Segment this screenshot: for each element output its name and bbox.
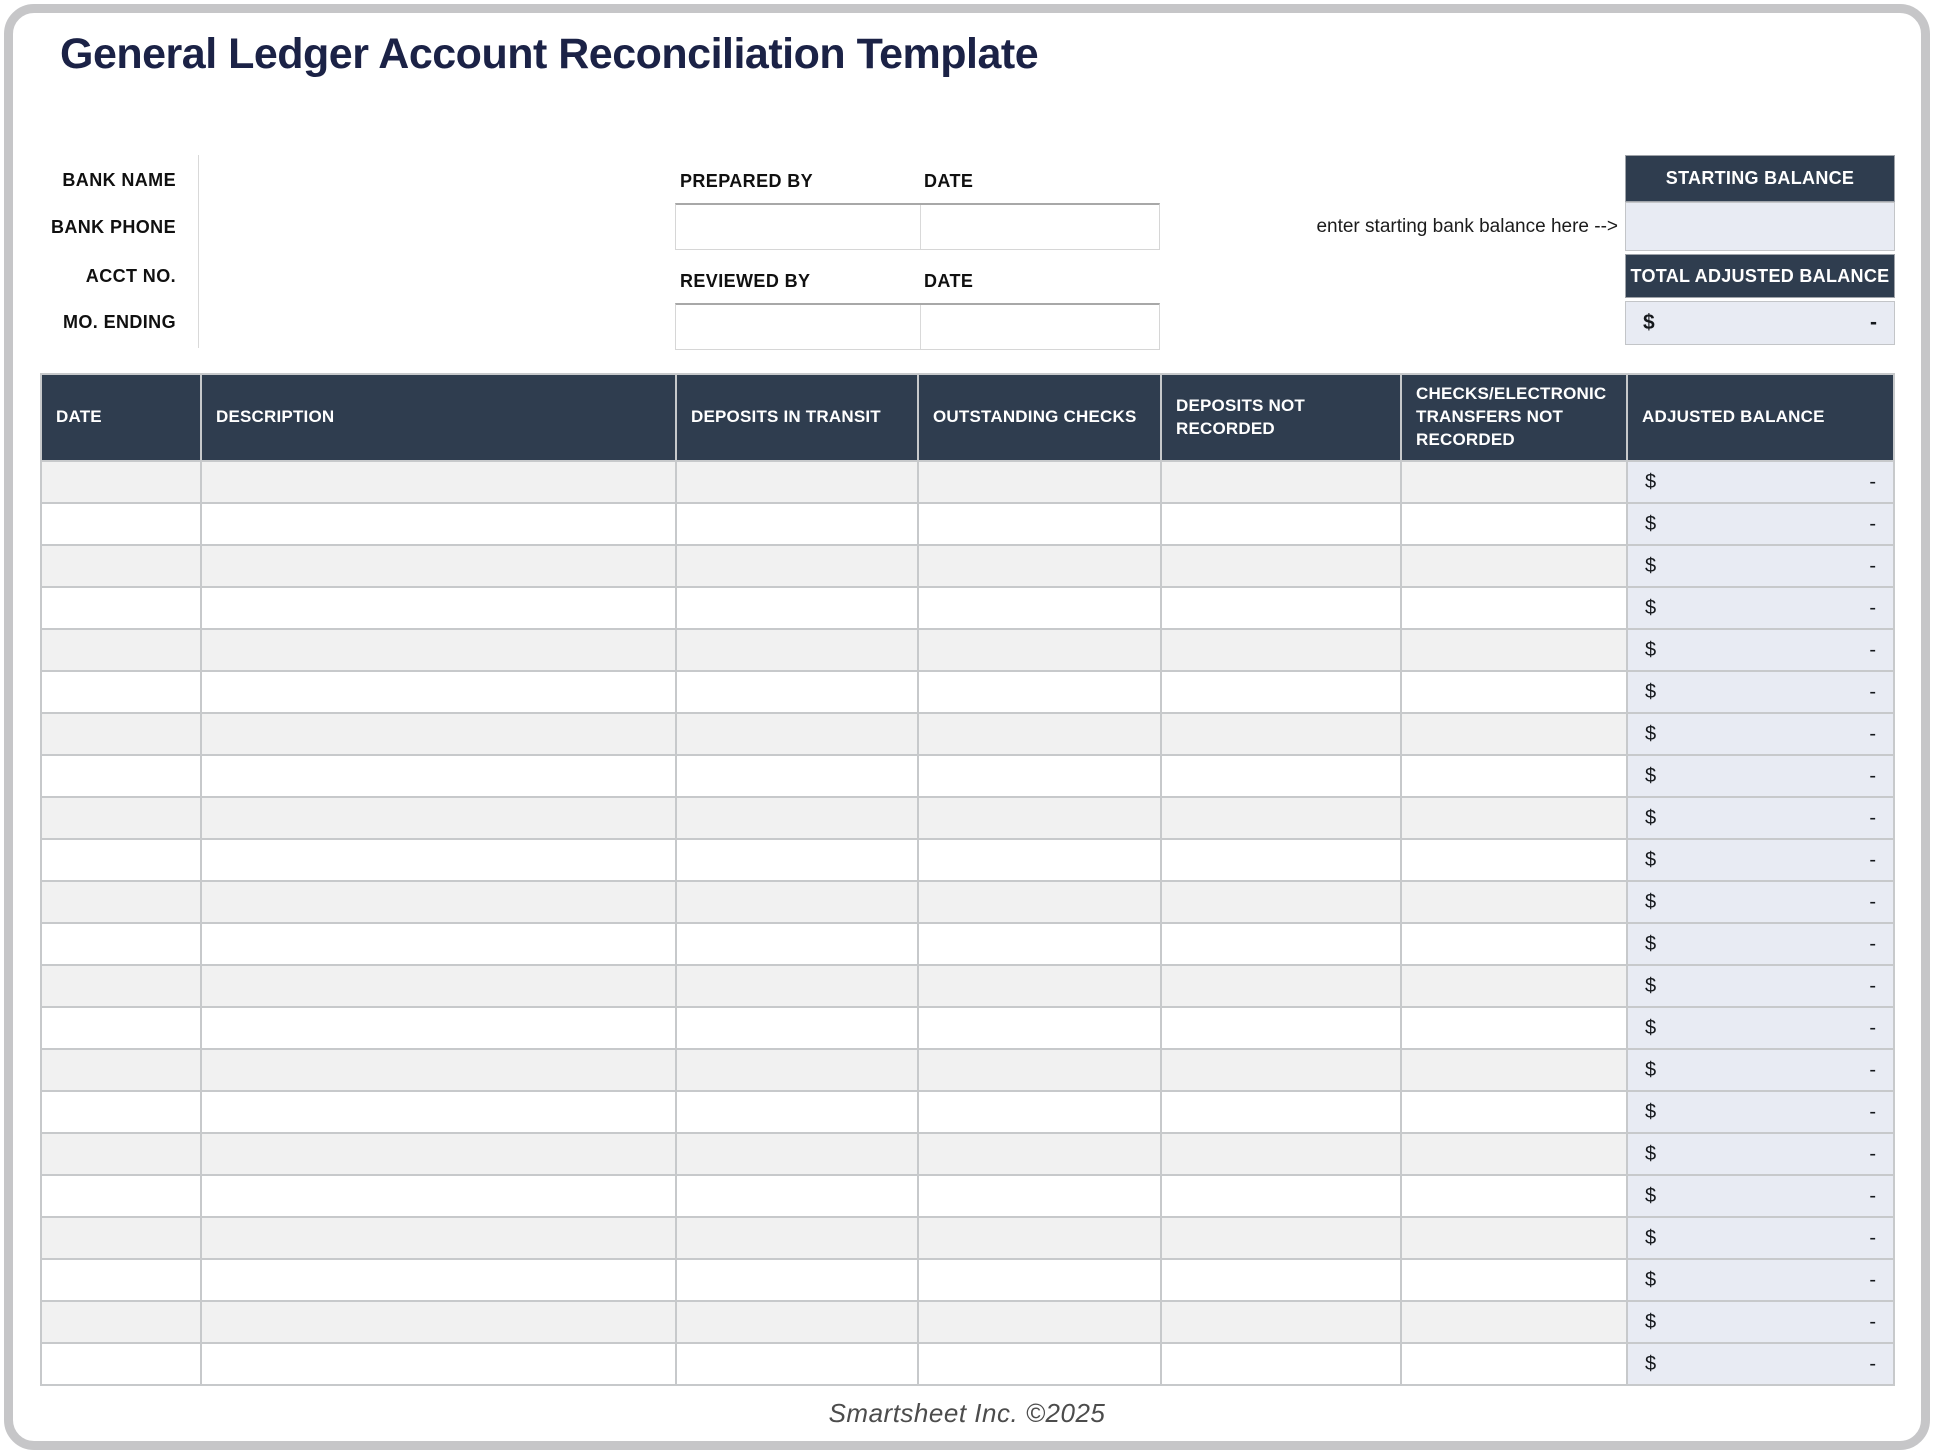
cell-adjusted-balance[interactable] [1627,671,1894,713]
table-row [41,839,1894,881]
currency-symbol: $ [1645,806,1657,829]
empty-amount: - [1869,1310,1876,1333]
cell-adjusted-balance[interactable] [1627,1007,1894,1049]
cell-deposits-not-recorded[interactable] [1161,1133,1401,1175]
cell-date[interactable] [41,923,201,965]
cell-outstanding-checks[interactable] [918,1259,1161,1301]
cell-deposits-not-recorded[interactable] [1161,1217,1401,1259]
cell-outstanding-checks[interactable] [918,1133,1161,1175]
table-row [41,1091,1894,1133]
cell-date[interactable] [41,503,201,545]
cell-date[interactable] [41,1343,201,1385]
cell-description[interactable] [201,1217,676,1259]
cell-outstanding-checks[interactable] [918,881,1161,923]
cell-date[interactable] [41,1217,201,1259]
cell-deposits-in-transit[interactable] [676,755,918,797]
cell-outstanding-checks[interactable] [918,545,1161,587]
cell-deposits-in-transit[interactable] [676,461,918,503]
table-row [41,629,1894,671]
cell-adjusted-balance[interactable] [1627,797,1894,839]
currency-symbol: $ [1645,1142,1657,1165]
cell-deposits-in-transit[interactable] [676,1175,918,1217]
prepared-date-input[interactable] [921,205,1159,249]
cell-deposits-in-transit[interactable] [676,1007,918,1049]
cell-description[interactable] [201,713,676,755]
cell-description[interactable] [201,923,676,965]
cell-date[interactable] [41,1007,201,1049]
cell-date[interactable] [41,1301,201,1343]
cell-date[interactable] [41,629,201,671]
cell-deposits-in-transit[interactable] [676,797,918,839]
empty-amount: - [1869,806,1876,829]
table-row [41,503,1894,545]
cell-outstanding-checks[interactable] [918,839,1161,881]
prepared-date-label: DATE [924,171,974,191]
cell-deposits-not-recorded[interactable] [1161,545,1401,587]
column-header-deposits-not-recorded: DEPOSITS NOT RECORDED [1161,374,1401,461]
cell-adjusted-balance[interactable] [1627,713,1894,755]
ledger-table [40,373,1895,1386]
cell-adjusted-balance[interactable] [1627,545,1894,587]
cell-checks-transfers-not-recorded[interactable] [1401,1133,1627,1175]
cell-checks-transfers-not-recorded[interactable] [1401,797,1627,839]
total-adjusted-value: - [1870,311,1877,334]
cell-outstanding-checks[interactable] [918,1091,1161,1133]
cell-deposits-not-recorded[interactable] [1161,1007,1401,1049]
cell-date[interactable] [41,1133,201,1175]
cell-deposits-in-transit[interactable] [676,1091,918,1133]
cell-adjusted-balance[interactable] [1627,503,1894,545]
cell-outstanding-checks[interactable] [918,713,1161,755]
cell-description[interactable] [201,839,676,881]
empty-amount: - [1869,848,1876,871]
total-adjusted-balance-header: TOTAL ADJUSTED BALANCE [1625,254,1895,298]
cell-description[interactable] [201,1175,676,1217]
cell-checks-transfers-not-recorded[interactable] [1401,671,1627,713]
bank-name-label: BANK NAME [62,170,176,190]
currency-symbol: $ [1645,1100,1657,1123]
cell-description[interactable] [201,1133,676,1175]
cell-outstanding-checks[interactable] [918,797,1161,839]
cell-deposits-not-recorded[interactable] [1161,839,1401,881]
cell-checks-transfers-not-recorded[interactable] [1401,629,1627,671]
page-title: General Ledger Account Reconciliation Template [60,30,1039,78]
currency-symbol: $ [1645,1058,1657,1081]
table-row [41,713,1894,755]
cell-adjusted-balance[interactable] [1627,1175,1894,1217]
acct-no-label: ACCT NO. [85,266,176,286]
cell-checks-transfers-not-recorded[interactable] [1401,545,1627,587]
cell-outstanding-checks[interactable] [918,1343,1161,1385]
reviewed-date-input[interactable] [921,305,1159,349]
cell-date[interactable] [41,461,201,503]
cell-checks-transfers-not-recorded[interactable] [1401,881,1627,923]
cell-checks-transfers-not-recorded[interactable] [1401,1301,1627,1343]
cell-date[interactable] [41,755,201,797]
cell-deposits-not-recorded[interactable] [1161,671,1401,713]
cell-description[interactable] [201,1259,676,1301]
cell-deposits-in-transit[interactable] [676,923,918,965]
cell-deposits-in-transit[interactable] [676,1343,918,1385]
cell-deposits-not-recorded[interactable] [1161,1343,1401,1385]
currency-symbol: $ [1645,1352,1657,1375]
cell-deposits-not-recorded[interactable] [1161,587,1401,629]
cell-date[interactable] [41,881,201,923]
empty-amount: - [1869,932,1876,955]
cell-date[interactable] [41,1259,201,1301]
total-adjusted-balance-cell [1625,301,1895,345]
empty-amount: - [1869,974,1876,997]
currency-symbol: $ [1645,638,1657,661]
cell-description[interactable] [201,755,676,797]
cell-description[interactable] [201,1343,676,1385]
currency-symbol: $ [1645,890,1657,913]
currency-symbol: $ [1645,596,1657,619]
empty-amount: - [1869,1058,1876,1081]
cell-adjusted-balance[interactable] [1627,965,1894,1007]
cell-deposits-in-transit[interactable] [676,503,918,545]
column-header-date: DATE [41,374,201,461]
currency-symbol: $ [1645,974,1657,997]
cell-outstanding-checks[interactable] [918,503,1161,545]
table-row [41,1175,1894,1217]
table-row [41,461,1894,503]
empty-amount: - [1869,512,1876,535]
cell-deposits-in-transit[interactable] [676,965,918,1007]
ledger-table-body [41,461,1894,1385]
cell-adjusted-balance[interactable] [1627,1133,1894,1175]
currency-symbol: $ [1645,848,1657,871]
cell-adjusted-balance[interactable] [1627,587,1894,629]
empty-amount: - [1869,1352,1876,1375]
table-row [41,1217,1894,1259]
cell-adjusted-balance[interactable] [1627,629,1894,671]
empty-amount: - [1869,1016,1876,1039]
cell-outstanding-checks[interactable] [918,1217,1161,1259]
starting-balance-hint: enter starting bank balance here --> [1316,216,1618,237]
cell-adjusted-balance[interactable] [1627,1217,1894,1259]
table-row [41,923,1894,965]
currency-symbol: $ [1645,554,1657,577]
table-row [41,671,1894,713]
cell-description[interactable] [201,587,676,629]
empty-amount: - [1869,596,1876,619]
table-row [41,1301,1894,1343]
cell-adjusted-balance[interactable] [1627,923,1894,965]
cell-description[interactable] [201,1049,676,1091]
cell-deposits-in-transit[interactable] [676,713,918,755]
column-header-outstanding-checks: OUTSTANDING CHECKS [918,374,1161,461]
cell-description[interactable] [201,545,676,587]
cell-outstanding-checks[interactable] [918,1175,1161,1217]
table-row [41,965,1894,1007]
empty-amount: - [1869,1184,1876,1207]
cell-deposits-not-recorded[interactable] [1161,1091,1401,1133]
cell-deposits-in-transit[interactable] [676,1301,918,1343]
cell-description[interactable] [201,797,676,839]
starting-balance-header: STARTING BALANCE [1625,155,1895,202]
currency-symbol: $ [1645,512,1657,535]
cell-date[interactable] [41,839,201,881]
currency-symbol: $ [1645,1016,1657,1039]
prepared-by-label: PREPARED BY [680,171,814,191]
cell-deposits-in-transit[interactable] [676,545,918,587]
cell-outstanding-checks[interactable] [918,629,1161,671]
cell-description[interactable] [201,1007,676,1049]
cell-adjusted-balance[interactable] [1627,755,1894,797]
cell-checks-transfers-not-recorded[interactable] [1401,461,1627,503]
currency-symbol: $ [1643,311,1655,334]
cell-deposits-in-transit[interactable] [676,1049,918,1091]
bank-phone-label: BANK PHONE [50,217,176,237]
table-row [41,755,1894,797]
cell-checks-transfers-not-recorded[interactable] [1401,1259,1627,1301]
currency-symbol: $ [1645,1268,1657,1291]
reviewed-by-label: REVIEWED BY [680,271,811,291]
table-row [41,587,1894,629]
cell-outstanding-checks[interactable] [918,461,1161,503]
cell-description[interactable] [201,461,676,503]
table-row [41,1049,1894,1091]
cell-outstanding-checks[interactable] [918,1007,1161,1049]
column-header-deposits-in-transit: DEPOSITS IN TRANSIT [676,374,918,461]
cell-deposits-not-recorded[interactable] [1161,1259,1401,1301]
cell-adjusted-balance[interactable] [1627,1343,1894,1385]
currency-symbol: $ [1645,1310,1657,1333]
cell-adjusted-balance[interactable] [1627,461,1894,503]
cell-adjusted-balance[interactable] [1627,1091,1894,1133]
mo-ending-label: MO. ENDING [62,312,176,332]
reviewed-date-label: DATE [924,271,974,291]
table-row [41,881,1894,923]
cell-outstanding-checks[interactable] [918,671,1161,713]
cell-date[interactable] [41,671,201,713]
column-header-adjusted-balance: ADJUSTED BALANCE [1627,374,1894,461]
cell-deposits-not-recorded[interactable] [1161,1301,1401,1343]
cell-adjusted-balance[interactable] [1627,839,1894,881]
cell-checks-transfers-not-recorded[interactable] [1401,755,1627,797]
empty-amount: - [1869,1226,1876,1249]
cell-deposits-in-transit[interactable] [676,839,918,881]
cell-date[interactable] [41,587,201,629]
currency-symbol: $ [1645,680,1657,703]
table-row [41,1343,1894,1385]
empty-amount: - [1869,1142,1876,1165]
empty-amount: - [1869,638,1876,661]
cell-description[interactable] [201,1091,676,1133]
cell-description[interactable] [201,1301,676,1343]
cell-date[interactable] [41,713,201,755]
cell-deposits-not-recorded[interactable] [1161,1049,1401,1091]
empty-amount: - [1869,1268,1876,1291]
cell-date[interactable] [41,545,201,587]
cell-deposits-in-transit[interactable] [676,671,918,713]
cell-adjusted-balance[interactable] [1627,1259,1894,1301]
cell-adjusted-balance[interactable] [1627,1049,1894,1091]
cell-description[interactable] [201,629,676,671]
cell-outstanding-checks[interactable] [918,587,1161,629]
cell-date[interactable] [41,965,201,1007]
cell-checks-transfers-not-recorded[interactable] [1401,587,1627,629]
cell-deposits-in-transit[interactable] [676,1217,918,1259]
cell-outstanding-checks[interactable] [918,965,1161,1007]
cell-outstanding-checks[interactable] [918,755,1161,797]
cell-adjusted-balance[interactable] [1627,1301,1894,1343]
cell-date[interactable] [41,797,201,839]
cell-adjusted-balance[interactable] [1627,881,1894,923]
currency-symbol: $ [1645,722,1657,745]
column-header-checks-transfers-not-recorded: CHECKS/ELECTRONIC TRANSFERS NOT RECORDED [1401,374,1627,461]
currency-symbol: $ [1645,932,1657,955]
cell-deposits-not-recorded[interactable] [1161,503,1401,545]
cell-checks-transfers-not-recorded[interactable] [1401,1343,1627,1385]
cell-description[interactable] [201,671,676,713]
table-row [41,545,1894,587]
empty-amount: - [1869,1100,1876,1123]
cell-description[interactable] [201,881,676,923]
currency-symbol: $ [1645,470,1657,493]
cell-deposits-in-transit[interactable] [676,1259,918,1301]
cell-deposits-not-recorded[interactable] [1161,881,1401,923]
cell-checks-transfers-not-recorded[interactable] [1401,503,1627,545]
cell-deposits-not-recorded[interactable] [1161,629,1401,671]
empty-amount: - [1869,722,1876,745]
table-row [41,1007,1894,1049]
cell-date[interactable] [41,1091,201,1133]
cell-deposits-in-transit[interactable] [676,629,918,671]
empty-amount: - [1869,890,1876,913]
cell-deposits-not-recorded[interactable] [1161,965,1401,1007]
table-header-row [41,374,1894,461]
cell-deposits-in-transit[interactable] [676,587,918,629]
empty-amount: - [1869,764,1876,787]
cell-date[interactable] [41,1049,201,1091]
cell-checks-transfers-not-recorded[interactable] [1401,1049,1627,1091]
cell-checks-transfers-not-recorded[interactable] [1401,1091,1627,1133]
cell-outstanding-checks[interactable] [918,1301,1161,1343]
table-row [41,1133,1894,1175]
cell-checks-transfers-not-recorded[interactable] [1401,1175,1627,1217]
prepared-by-box [675,203,1160,250]
empty-amount: - [1869,680,1876,703]
starting-balance-input[interactable] [1625,202,1895,251]
cell-checks-transfers-not-recorded[interactable] [1401,1217,1627,1259]
cell-deposits-not-recorded[interactable] [1161,797,1401,839]
cell-date[interactable] [41,1175,201,1217]
cell-description[interactable] [201,503,676,545]
empty-amount: - [1869,470,1876,493]
cell-deposits-not-recorded[interactable] [1161,461,1401,503]
table-row [41,1259,1894,1301]
cell-deposits-not-recorded[interactable] [1161,755,1401,797]
cell-deposits-not-recorded[interactable] [1161,1175,1401,1217]
cell-checks-transfers-not-recorded[interactable] [1401,923,1627,965]
cell-checks-transfers-not-recorded[interactable] [1401,713,1627,755]
label-separator-line [198,155,199,348]
cell-outstanding-checks[interactable] [918,923,1161,965]
cell-checks-transfers-not-recorded[interactable] [1401,839,1627,881]
cell-checks-transfers-not-recorded[interactable] [1401,1007,1627,1049]
empty-amount: - [1869,554,1876,577]
cell-deposits-in-transit[interactable] [676,1133,918,1175]
reviewed-by-box [675,303,1160,350]
column-header-description: DESCRIPTION [201,374,676,461]
footer-credit: Smartsheet Inc. ©2025 [828,1398,1106,1428]
currency-symbol: $ [1645,1184,1657,1207]
prepared-by-input[interactable] [676,205,920,249]
cell-checks-transfers-not-recorded[interactable] [1401,965,1627,1007]
table-row [41,797,1894,839]
cell-description[interactable] [201,965,676,1007]
currency-symbol: $ [1645,764,1657,787]
cell-deposits-not-recorded[interactable] [1161,713,1401,755]
reviewed-by-input[interactable] [676,305,920,349]
currency-symbol: $ [1645,1226,1657,1249]
cell-deposits-not-recorded[interactable] [1161,923,1401,965]
cell-deposits-in-transit[interactable] [676,881,918,923]
cell-outstanding-checks[interactable] [918,1049,1161,1091]
